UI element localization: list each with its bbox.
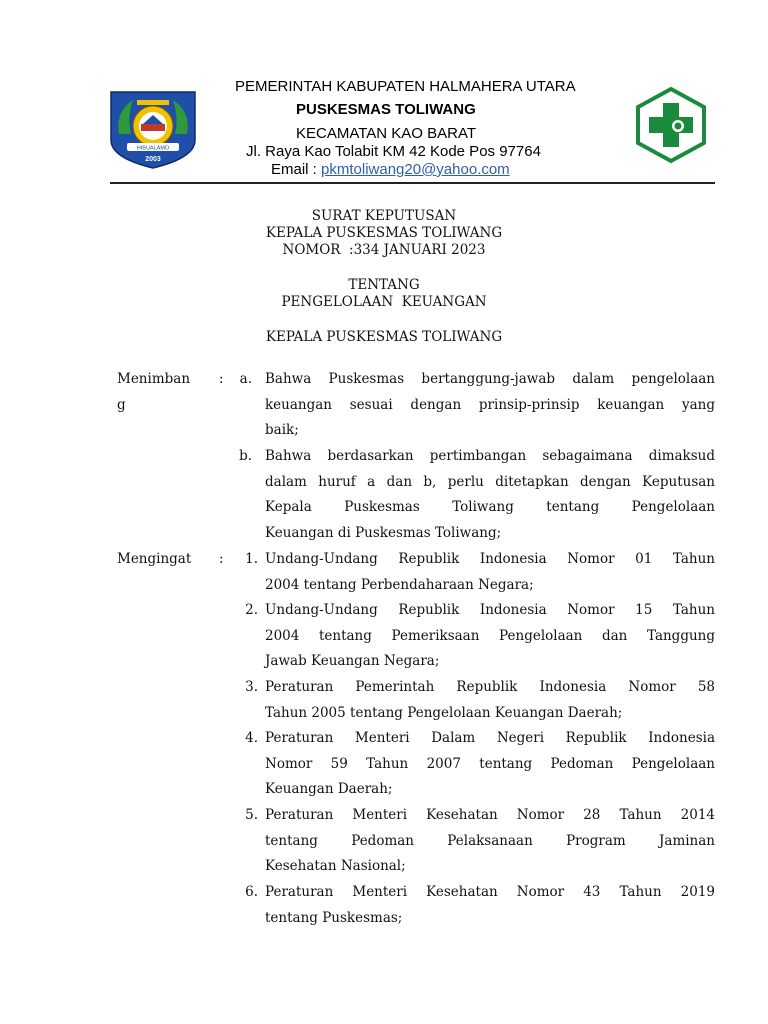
menimbang-item-a (265, 367, 715, 444)
mengingat-item-4-mark: 4. (245, 730, 258, 746)
menimbang-label (117, 367, 203, 418)
letterhead-divider (110, 182, 715, 184)
decree-signatory: KEPALA PUSKESMAS TOLIWANG (265, 329, 503, 345)
institution-name: PUSKESMAS TOLIWANG (296, 101, 476, 118)
district-name: KECAMATAN KAO BARAT (296, 125, 477, 142)
line: Kesehatan Nasional; (265, 858, 406, 875)
decree-issuer: KEPALA PUSKESMAS TOLIWANG (265, 225, 503, 241)
mengingat-item-6-mark: 6. (245, 884, 258, 900)
email-label: Email : (271, 161, 322, 178)
line: baik; (265, 422, 299, 439)
line: Peraturan Menteri Kesehatan Nomor 43 Tahun 2019 (265, 884, 715, 900)
menimbang-label-line2: g (117, 396, 126, 413)
line: dalam huruf a dan b, perlu ditetapkan dengan Keputusan (265, 473, 715, 490)
line: Keuangan Daerah; (265, 781, 393, 798)
letterhead (0, 0, 768, 185)
line: Keuangan di Puskesmas Toliwang; (265, 524, 502, 541)
decree-subject: PENGELOLAAN KEUANGAN (281, 294, 487, 310)
mengingat-colon: : (219, 551, 224, 567)
mengingat-item-6 (265, 880, 715, 931)
line: Bahwa Puskesmas bertanggung-jawab dalam pengelolaan (265, 371, 715, 387)
email-line (271, 161, 510, 178)
line: Kepala Puskesmas Toliwang tentang Pengelolaan (265, 499, 715, 516)
mengingat-label: Mengingat (117, 551, 192, 567)
menimbang-item-b (265, 444, 715, 546)
line: tentang Pedoman Pelaksanaan Program Jaminan (265, 832, 715, 849)
emblem-motto: HIBUALAMO (136, 145, 170, 152)
mengingat-item-3 (265, 675, 715, 726)
line: tentang Puskesmas; (265, 909, 403, 926)
menimbang-item-b-mark: b. (239, 448, 252, 464)
mengingat-item-1-mark: 1. (245, 551, 258, 567)
puskesmas-logo-icon (634, 86, 708, 164)
line: Tahun 2005 tentang Pengelolaan Keuangan Daerah; (265, 704, 623, 721)
line: Peraturan Pemerintah Republik Indonesia Nomor 58 (265, 679, 715, 695)
mengingat-item-3-mark: 3. (245, 679, 258, 695)
menimbang-colon: : (219, 371, 224, 387)
decree-number: NOMOR :334 JANUARI 2023 (282, 242, 486, 258)
menimbang-item-a-mark: a. (239, 371, 252, 387)
line: Bahwa berdasarkan pertimbangan sebagaimana dimaksud (265, 448, 715, 464)
line: Undang-Undang Republik Indonesia Nomor 01 Tahun (265, 551, 715, 567)
mengingat-item-5-mark: 5. (245, 807, 258, 823)
line: keuangan sesuai dengan prinsip-prinsip keuangan yang (265, 396, 715, 413)
mengingat-item-2-mark: 2. (245, 602, 258, 618)
decree-about-label: TENTANG (348, 277, 420, 293)
menimbang-label-line1: Menimban (117, 371, 191, 387)
line: Peraturan Menteri Dalam Negeri Republik Indonesia (265, 730, 715, 746)
line: 2004 tentang Pemeriksaan Pengelolaan dan Tanggung (265, 627, 715, 644)
line: Jawab Keuangan Negara; (265, 653, 440, 670)
line: Undang-Undang Republik Indonesia Nomor 15 Tahun (265, 602, 715, 618)
line: Peraturan Menteri Kesehatan Nomor 28 Tahun 2014 (265, 807, 715, 823)
decree-title: SURAT KEPUTUSAN (311, 208, 457, 224)
email-link[interactable]: pkmtoliwang20@yahoo.com (321, 161, 510, 178)
halmahera-utara-emblem-icon (107, 88, 199, 170)
mengingat-item-1 (265, 547, 715, 598)
line: 2004 tentang Perbendaharaan Negara; (265, 576, 534, 593)
emblem-year: 2003 (145, 156, 161, 163)
mengingat-item-2 (265, 598, 715, 675)
line: Nomor 59 Tahun 2007 tentang Pedoman Pengelolaan (265, 755, 715, 772)
address: Jl. Raya Kao Tolabit KM 42 Kode Pos 97764 (246, 143, 541, 160)
government-name: PEMERINTAH KABUPATEN HALMAHERA UTARA (235, 78, 576, 95)
mengingat-item-5 (265, 803, 715, 880)
mengingat-item-4 (265, 726, 715, 803)
